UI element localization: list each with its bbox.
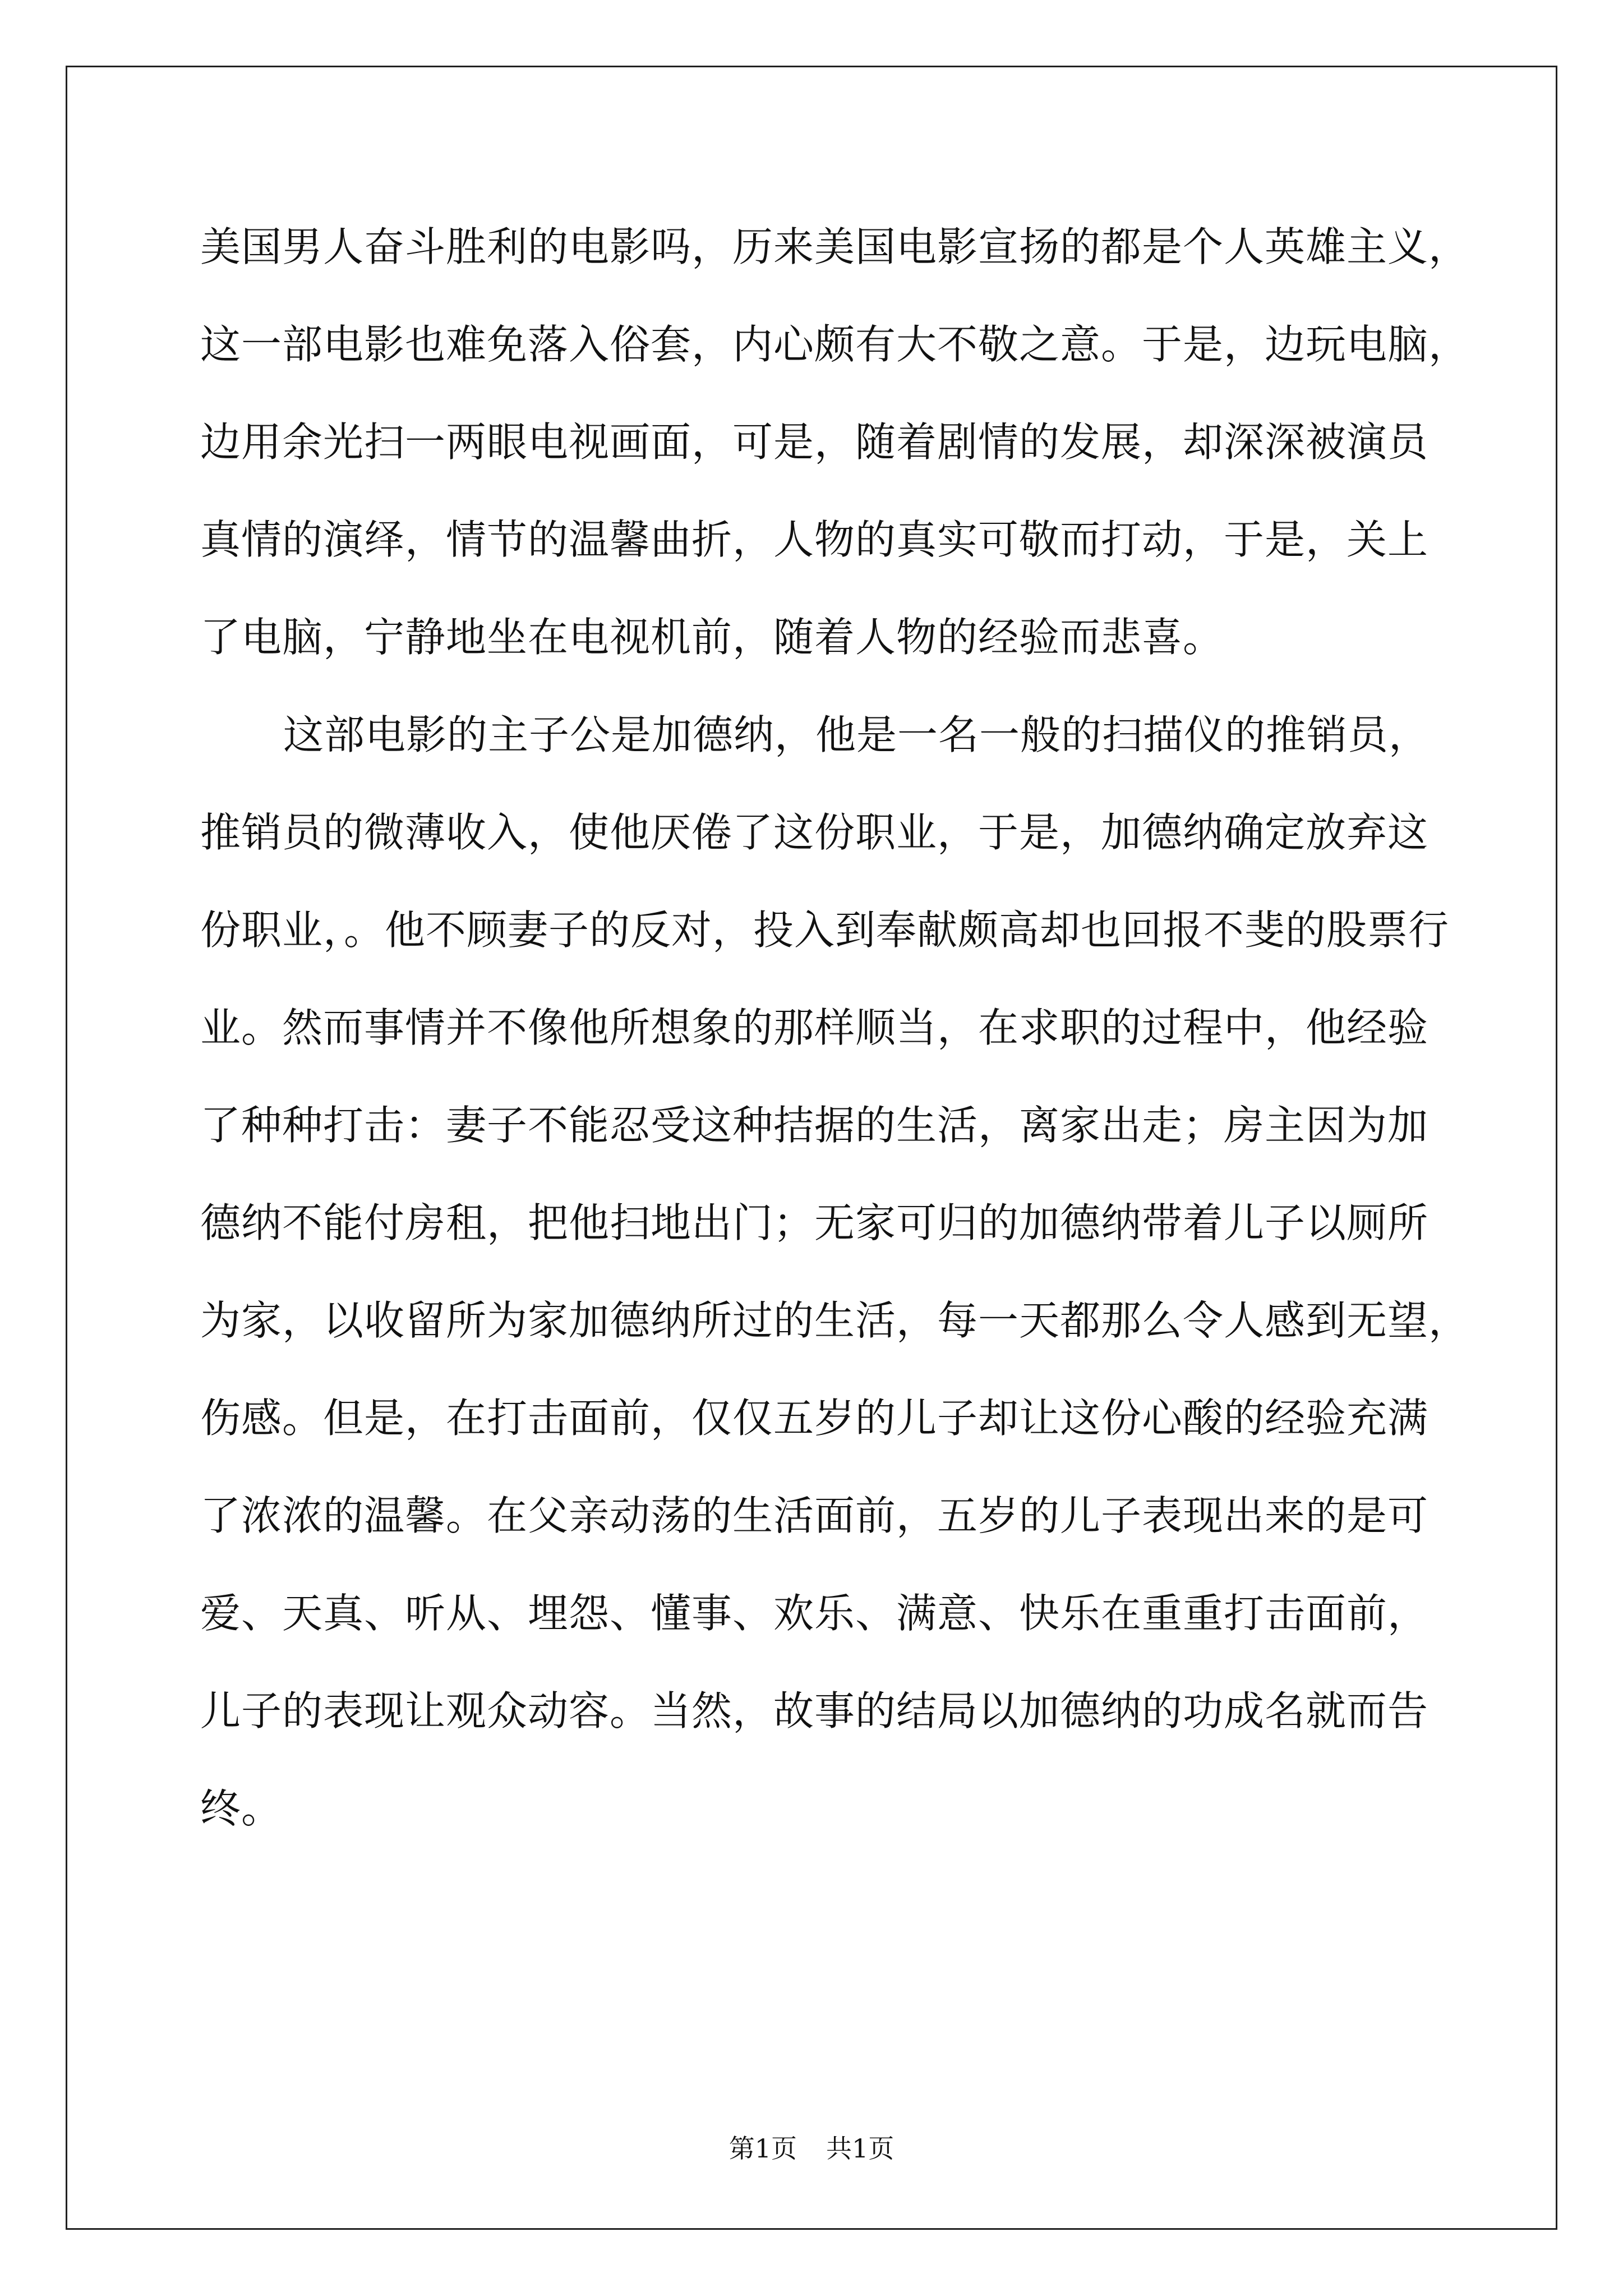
paragraph-1-line-2: 这一部电影也难免落入俗套，内心颇有大不敬之意。于是，边玩电脑，: [200, 321, 1470, 368]
paragraph-2-line-3: 份职业，。他不顾妻子的反对，投入到奉献颇高却也回报不斐的股票行: [200, 907, 1450, 954]
paragraph-2-line-7: 为家，以收留所为家加德纳所过的生活，每一天都那么令人感到无望，: [200, 1297, 1470, 1344]
page-total-label: 共1页: [826, 2133, 895, 2164]
paragraph-2-line-5: 了种种打击：妻子不能忍受这种拮据的生活，离家出走；房主因为加: [200, 1102, 1429, 1149]
paragraph-2-line-12: 终。: [200, 1785, 283, 1832]
paragraph-2-line-9: 了浓浓的温馨。在父亲动荡的生活面前，五岁的儿子表现出来的是可: [200, 1492, 1429, 1539]
paragraph-1-line-3: 边用余光扫一两眼电视画面，可是，随着剧情的发展，却深深被演员: [200, 418, 1429, 466]
page-footer: [0, 2132, 1623, 2165]
paragraph-1-line-5: 了电脑，宁静地坐在电视机前，随着人物的经验而悲喜。: [200, 614, 1224, 661]
paragraph-2-line-1: 这部电影的主子公是加德纳，他是一名一般的扫描仪的推销员，: [283, 711, 1430, 758]
paragraph-2-line-4: 业。然而事情并不像他所想象的那样顺当，在求职的过程中，他经验: [200, 1004, 1429, 1051]
paragraph-2-line-6: 德纳不能付房租，把他扫地出门；无家可归的加德纳带着儿子以厕所: [200, 1199, 1429, 1246]
paragraph-2-line-8: 伤感。但是，在打击面前，仅仅五岁的儿子却让这份心酸的经验充满: [200, 1395, 1429, 1442]
page-number-label: 第1页: [728, 2133, 797, 2164]
paragraph-2-line-10: 爱、天真、听从、埋怨、懂事、欢乐、满意、快乐在重重打击面前，: [200, 1590, 1429, 1637]
paragraph-1-line-4: 真情的演绎，情节的温馨曲折，人物的真实可敬而打动，于是，关上: [200, 516, 1429, 563]
paragraph-2-line-11: 儿子的表现让观众动容。当然，故事的结局以加德纳的功成名就而告: [200, 1687, 1429, 1734]
paragraph-1-line-1: 美国男人奋斗胜利的电影吗，历来美国电影宣扬的都是个人英雄主义，: [200, 223, 1470, 270]
paragraph-2-line-2: 推销员的微薄收入，使他厌倦了这份职业，于是，加德纳确定放弃这: [200, 809, 1429, 856]
